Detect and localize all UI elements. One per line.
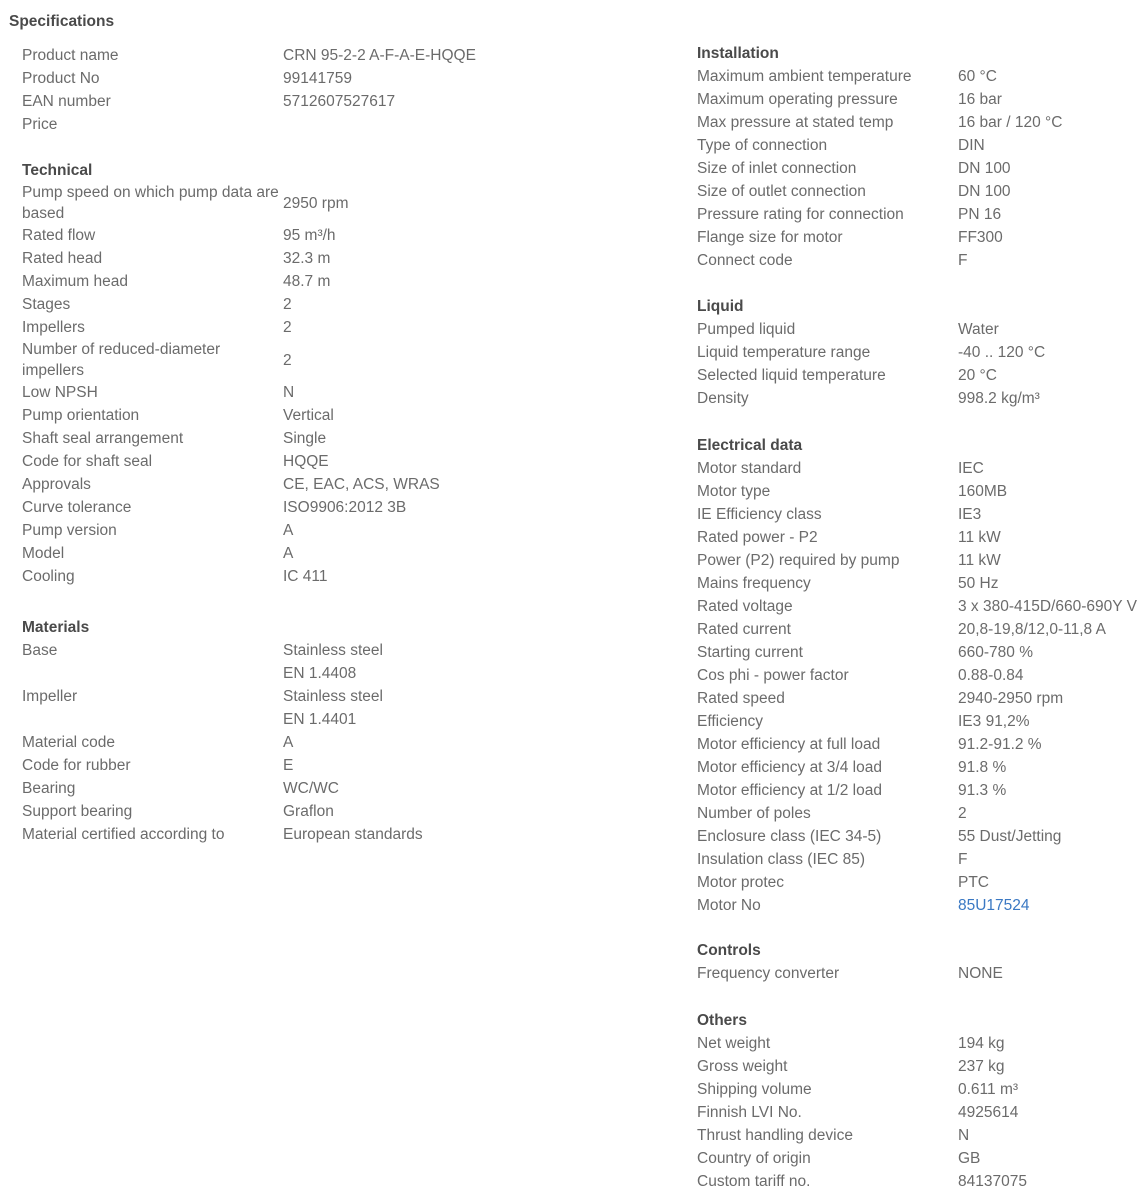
spec-row	[697, 65, 1145, 88]
section-liquid	[697, 295, 1145, 410]
spec-row	[697, 387, 1145, 410]
spec-value: E	[283, 757, 294, 774]
spec-row	[22, 731, 622, 754]
spec-label: EAN number	[22, 93, 111, 110]
spec-row	[697, 1101, 1145, 1124]
spec-row	[697, 249, 1145, 272]
others-rows	[697, 1032, 1145, 1193]
spec-value	[283, 639, 383, 685]
spec-value: A	[283, 545, 294, 562]
spec-row	[697, 1124, 1145, 1147]
spec-label: Cooling	[22, 568, 75, 585]
spec-row	[697, 894, 1145, 917]
spec-value: IC 411	[283, 568, 328, 585]
spec-label: Maximum ambient temperature	[697, 68, 912, 85]
liquid-rows	[697, 318, 1145, 410]
spec-row	[22, 182, 622, 224]
spec-row	[22, 270, 622, 293]
spec-row	[22, 777, 622, 800]
technical-rows	[22, 182, 622, 588]
spec-value: Water	[958, 321, 999, 338]
section-others	[697, 1009, 1145, 1193]
spec-value: WC/WC	[283, 780, 339, 797]
spec-label: Motor efficiency at 1/2 load	[697, 782, 882, 799]
spec-label: Pumped liquid	[697, 321, 796, 338]
section-electrical	[697, 434, 1145, 917]
spec-label: Product name	[22, 47, 119, 64]
section-materials	[22, 616, 622, 846]
spec-value: F	[958, 252, 968, 269]
spec-label: Material certified according to	[22, 826, 225, 843]
spec-value: CRN 95-2-2 A-F-A-E-HQQE	[283, 47, 476, 64]
spec-row	[697, 111, 1145, 134]
spec-row	[22, 381, 622, 404]
motor-number-link[interactable]: 85U17524	[958, 897, 1030, 914]
spec-value: A	[283, 522, 294, 539]
spec-value: 55 Dust/Jetting	[958, 828, 1062, 845]
spec-value: 0.611 m³	[958, 1081, 1019, 1098]
spec-row	[22, 450, 622, 473]
spec-label: Liquid temperature range	[697, 344, 871, 361]
spec-row	[697, 664, 1145, 687]
section-title-liquid: Liquid	[697, 298, 744, 315]
spec-value: DN 100	[958, 160, 1011, 177]
spec-row	[697, 687, 1145, 710]
materials-rows	[22, 639, 622, 846]
spec-value: GB	[958, 1150, 981, 1167]
spec-row	[697, 1032, 1145, 1055]
spec-label: Shaft seal arrangement	[22, 430, 184, 447]
spec-label: Motor standard	[697, 460, 802, 477]
spec-value: IE3	[958, 506, 982, 523]
spec-value: 91.3 %	[958, 782, 1007, 799]
spec-label: Impellers	[22, 319, 85, 336]
section-general	[22, 44, 622, 136]
spec-label: Custom tariff no.	[697, 1173, 811, 1190]
spec-label: Support bearing	[22, 803, 133, 820]
spec-value: F	[958, 851, 968, 868]
spec-label: Country of origin	[697, 1150, 811, 1167]
section-title-controls: Controls	[697, 942, 761, 959]
section-controls	[697, 939, 1145, 985]
spec-label: Bearing	[22, 780, 76, 797]
spec-label: Low NPSH	[22, 384, 98, 401]
spec-label: Thrust handling device	[697, 1127, 853, 1144]
spec-label: Pump speed on which pump data are based	[22, 184, 279, 222]
spec-label: Price	[22, 116, 58, 133]
spec-row	[22, 565, 622, 588]
spec-label: Number of reduced-diameter impellers	[22, 341, 221, 379]
section-technical	[22, 159, 622, 588]
spec-value: ISO9906:2012 3B	[283, 499, 407, 516]
spec-row	[697, 88, 1145, 111]
spec-label: Base	[22, 642, 58, 659]
spec-label: Flange size for motor	[697, 229, 843, 246]
spec-value: FF300	[958, 229, 1003, 246]
spec-label: Density	[697, 390, 749, 407]
spec-value: 48.7 m	[283, 273, 331, 290]
spec-label: Stages	[22, 296, 71, 313]
spec-value: 2950 rpm	[283, 194, 349, 212]
spec-value: 50 Hz	[958, 575, 999, 592]
spec-label: Motor efficiency at full load	[697, 736, 881, 753]
spec-row	[22, 404, 622, 427]
spec-row	[697, 341, 1145, 364]
spec-label: Approvals	[22, 476, 91, 493]
spec-row	[697, 710, 1145, 733]
spec-value-line: Stainless steel	[283, 642, 383, 659]
spec-label: Motor efficiency at 3/4 load	[697, 759, 882, 776]
spec-row	[22, 823, 622, 846]
spec-value: IEC	[958, 460, 984, 477]
spec-label: Max pressure at stated temp	[697, 114, 894, 131]
spec-label: Insulation class (IEC 85)	[697, 851, 865, 868]
spec-value: 91.2-91.2 %	[958, 736, 1042, 753]
spec-row	[697, 157, 1145, 180]
spec-value: 60 °C	[958, 68, 997, 85]
spec-value: 11 kW	[958, 529, 1001, 546]
spec-label: Pump version	[22, 522, 117, 539]
section-title-materials: Materials	[22, 619, 90, 636]
spec-row	[697, 203, 1145, 226]
spec-row	[697, 962, 1145, 985]
spec-row	[22, 519, 622, 542]
spec-value: N	[958, 1127, 970, 1144]
spec-label: Cos phi - power factor	[697, 667, 849, 684]
spec-row	[697, 503, 1145, 526]
spec-value: NONE	[958, 965, 1003, 982]
spec-row	[697, 134, 1145, 157]
spec-value: 20,8-19,8/12,0-11,8 A	[958, 621, 1106, 638]
spec-label: Material code	[22, 734, 116, 751]
general-rows	[22, 44, 622, 136]
spec-value: PTC	[958, 874, 989, 891]
spec-label: Connect code	[697, 252, 793, 269]
spec-label: Rated head	[22, 250, 103, 267]
spec-row	[697, 549, 1145, 572]
spec-row	[697, 641, 1145, 664]
spec-row	[697, 180, 1145, 203]
spec-label: Size of inlet connection	[697, 160, 857, 177]
spec-value: HQQE	[283, 453, 329, 470]
spec-row	[22, 496, 622, 519]
spec-value: N	[283, 384, 295, 401]
spec-label: Motor protec	[697, 874, 785, 891]
spec-value: PN 16	[958, 206, 1002, 223]
spec-value: 160MB	[958, 483, 1008, 500]
section-title-installation: Installation	[697, 45, 779, 62]
spec-row	[22, 44, 622, 67]
spec-value: CE, EAC, ACS, WRAS	[283, 476, 440, 493]
spec-row	[22, 800, 622, 823]
spec-row	[22, 113, 622, 136]
spec-value: DN 100	[958, 183, 1011, 200]
spec-value: 660-780 %	[958, 644, 1033, 661]
spec-value: European standards	[283, 826, 423, 843]
spec-label: Pressure rating for connection	[697, 206, 904, 223]
spec-value: 2	[283, 351, 292, 369]
spec-row	[697, 480, 1145, 503]
spec-value: 95 m³/h	[283, 227, 336, 244]
spec-label: Finnish LVI No.	[697, 1104, 802, 1121]
spec-label: Rated power - P2	[697, 529, 818, 546]
spec-label: Size of outlet connection	[697, 183, 866, 200]
spec-row	[22, 427, 622, 450]
spec-row	[697, 572, 1145, 595]
spec-label: Rated flow	[22, 227, 96, 244]
spec-label: Rated current	[697, 621, 791, 638]
spec-row	[697, 457, 1145, 480]
spec-row	[22, 542, 622, 565]
spec-label: Enclosure class (IEC 34-5)	[697, 828, 882, 845]
spec-value: A	[283, 734, 294, 751]
spec-label: Product No	[22, 70, 100, 87]
spec-row	[697, 1078, 1145, 1101]
spec-value: 20 °C	[958, 367, 997, 384]
spec-row	[697, 848, 1145, 871]
spec-row	[697, 1170, 1145, 1193]
spec-value: 194 kg	[958, 1035, 1005, 1052]
spec-label: Maximum operating pressure	[697, 91, 898, 108]
spec-label: Mains frequency	[697, 575, 811, 592]
spec-label: Code for rubber	[22, 757, 131, 774]
spec-value: 99141759	[283, 70, 352, 87]
spec-row	[697, 595, 1145, 618]
spec-row	[697, 618, 1145, 641]
installation-rows	[697, 65, 1145, 272]
spec-value: 237 kg	[958, 1058, 1005, 1075]
spec-label: Power (P2) required by pump	[697, 552, 900, 569]
spec-value-line: Stainless steel	[283, 688, 383, 705]
spec-row	[697, 226, 1145, 249]
spec-value: 2940-2950 rpm	[958, 690, 1064, 707]
spec-row	[22, 293, 622, 316]
spec-row	[22, 473, 622, 496]
section-title-others: Others	[697, 1012, 747, 1029]
spec-row	[697, 1147, 1145, 1170]
spec-value: 4925614	[958, 1104, 1019, 1121]
spec-row	[697, 318, 1145, 341]
spec-value: 998.2 kg/m³	[958, 390, 1040, 407]
spec-row	[22, 754, 622, 777]
spec-label: Shipping volume	[697, 1081, 812, 1098]
spec-row	[22, 90, 622, 113]
spec-row	[697, 871, 1145, 894]
spec-value: 3 x 380-415D/660-690Y V	[958, 598, 1137, 615]
spec-label: Model	[22, 545, 65, 562]
spec-label: Net weight	[697, 1035, 771, 1052]
spec-label: Selected liquid temperature	[697, 367, 886, 384]
spec-value: Vertical	[283, 407, 334, 424]
spec-label: Motor No	[697, 897, 761, 914]
spec-value: DIN	[958, 137, 985, 154]
section-installation	[697, 42, 1145, 272]
spec-label: Type of connection	[697, 137, 828, 154]
spec-value: 2	[283, 296, 292, 313]
spec-row	[22, 685, 622, 731]
spec-label: Code for shaft seal	[22, 453, 153, 470]
spec-row	[22, 639, 622, 685]
section-title-technical: Technical	[22, 162, 93, 179]
spec-value: 84137075	[958, 1173, 1027, 1190]
page-title: Specifications	[9, 13, 115, 30]
spec-value: 2	[283, 319, 292, 336]
spec-label: IE Efficiency class	[697, 506, 822, 523]
spec-value: 16 bar	[958, 91, 1002, 108]
spec-label: Frequency converter	[697, 965, 840, 982]
spec-row	[697, 756, 1145, 779]
spec-label: Motor type	[697, 483, 771, 500]
electrical-rows	[697, 457, 1145, 917]
spec-label: Pump orientation	[22, 407, 140, 424]
spec-row	[697, 802, 1145, 825]
spec-value: -40 .. 120 °C	[958, 344, 1046, 361]
spec-row	[697, 779, 1145, 802]
spec-row	[22, 247, 622, 270]
spec-row	[697, 1055, 1145, 1078]
spec-row	[22, 316, 622, 339]
controls-rows	[697, 962, 1145, 985]
spec-label: Efficiency	[697, 713, 764, 730]
spec-value	[283, 685, 383, 731]
spec-value-line: EN 1.4408	[283, 665, 357, 682]
spec-value: 2	[958, 805, 967, 822]
spec-value: Single	[283, 430, 327, 447]
spec-value: Graflon	[283, 803, 334, 820]
spec-value: 5712607527617	[283, 93, 396, 110]
spec-label: Number of poles	[697, 805, 811, 822]
spec-value: 11 kW	[958, 552, 1001, 569]
spec-label: Curve tolerance	[22, 499, 132, 516]
spec-row	[697, 733, 1145, 756]
spec-row	[22, 224, 622, 247]
spec-value: 16 bar / 120 °C	[958, 114, 1063, 131]
spec-label: Starting current	[697, 644, 803, 661]
spec-row	[22, 67, 622, 90]
spec-row	[697, 526, 1145, 549]
spec-row	[22, 339, 622, 381]
spec-label: Rated speed	[697, 690, 785, 707]
spec-label: Rated voltage	[697, 598, 793, 615]
spec-value: IE3 91,2%	[958, 713, 1030, 730]
spec-row	[697, 364, 1145, 387]
spec-value: 91.8 %	[958, 759, 1007, 776]
spec-label: Maximum head	[22, 273, 128, 290]
spec-value: 32.3 m	[283, 250, 331, 267]
spec-row	[697, 825, 1145, 848]
spec-value-line: EN 1.4401	[283, 711, 357, 728]
spec-label: Impeller	[22, 688, 78, 705]
spec-value: 0.88-0.84	[958, 667, 1024, 684]
spec-label: Gross weight	[697, 1058, 788, 1075]
section-title-electrical: Electrical data	[697, 437, 803, 454]
